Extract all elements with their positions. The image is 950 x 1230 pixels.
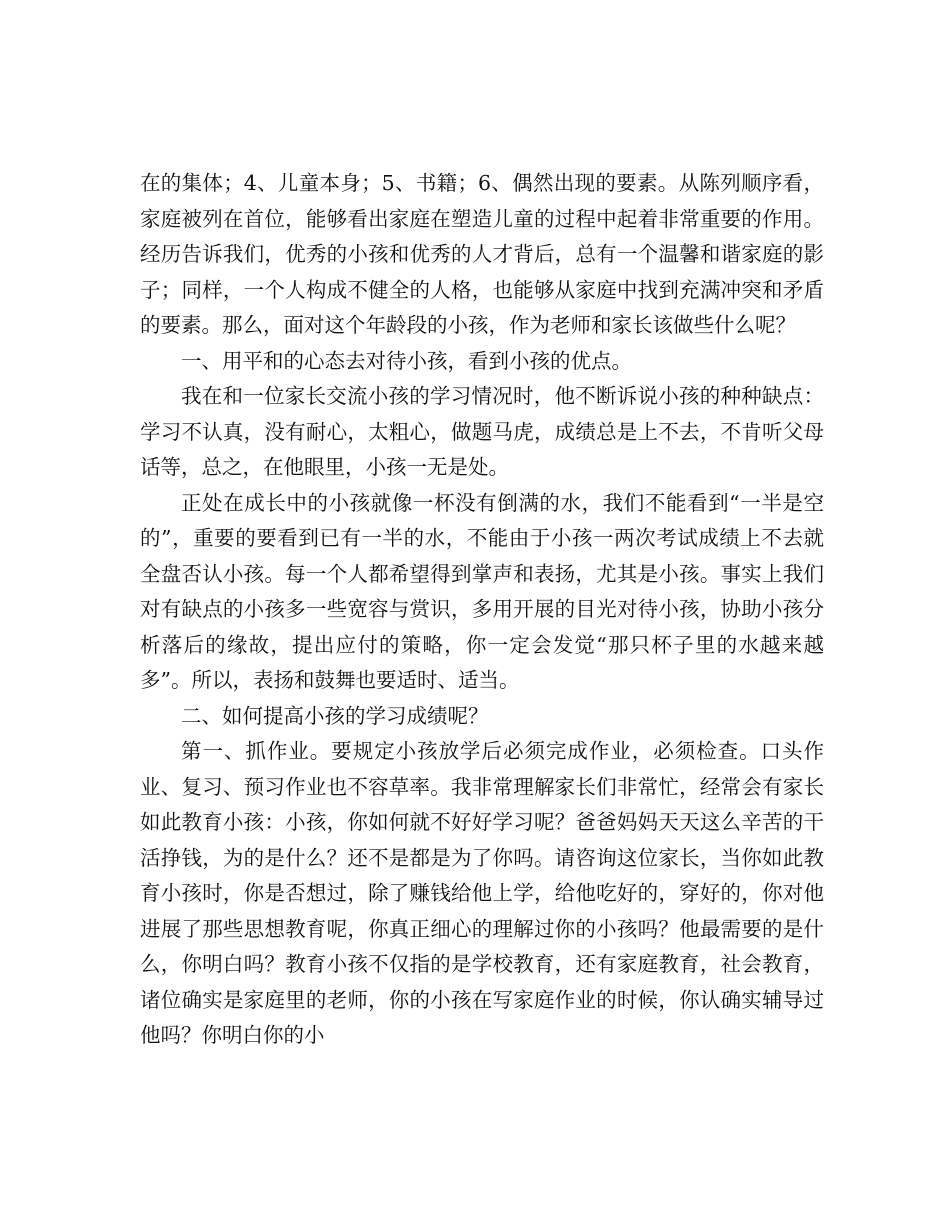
body-paragraph-1: 在的集体；4、儿童本身；5、书籍；6、偶然出现的要素。从陈列顺序看，家庭被列在首位，能够看出家庭在塑造儿童的过程中起着非常重要的作用。经历告诉我们，优秀的小孩和优秀的人才背后，总有一个温馨和谐家庭的影子；同样，一个人构成不健全的人格，也能够从家庭中找到充满冲突和矛盾的要素。那么，面对这个年龄段的小孩，作为老师和家长该做些什么呢？ (140, 171, 824, 337)
body-paragraph-2: 我在和一位家长交流小孩的学习情况时，他不断诉说小孩的种种缺点：学习不认真，没有耐心，太粗心，做题马虎，成绩总是上不去，不肯听父母话等，总之，在他眼里，小孩一无是处。 (140, 384, 824, 479)
document-page (140, 166, 824, 1054)
body-paragraph-3: 正处在成长中的小孩就像一杯没有倒满的水，我们不能看到“一半是空的”，重要的要看到已有一半的水，不能由于小孩一两次考试成绩上不去就全盘否认小孩。每一个人都希望得到掌声和表扬，尤其是小孩。事实上我们对有缺点的小孩多一些宽容与赏识，多用开展的目光对待小孩，协助小孩分析落后的缘故，提出应付的策略，你一定会发觉“那只杯子里的水越来越多”。所以，表扬和鼓舞也要适时、适当。 (140, 490, 824, 692)
section-heading-2: 二、如何提高小孩的学习成绩呢？ (181, 703, 489, 728)
body-paragraph-4: 第一、抓作业。要规定小孩放学后必须完成作业，必须检查。口头作业、复习、预习作业也不容草率。我非常理解家长们非常忙，经常会有家长如此教育小孩：小孩，你如何就不好好学习呢？爸爸妈妈天天这么辛苦的干活挣钱，为的是什么？还不是都是为了你吗。请咨询这位家长，当你如此教育小孩时，你是否想过，除了赚钱给他上学，给他吃好的，穿好的，你对他进展了那些思想教育呢，你真正细心的理解过你的小孩吗？他最需要的是什么，你明白吗？教育小孩不仅指的是学校教育，还有家庭教育，社会教育，诸位确实是家庭里的老师，你的小孩在写家庭作业的时候，你认确实辅导过他吗？你明白你的小 (140, 739, 824, 1047)
section-heading-1: 一、用平和的心态去对待小孩，看到小孩的优点。 (181, 348, 632, 373)
